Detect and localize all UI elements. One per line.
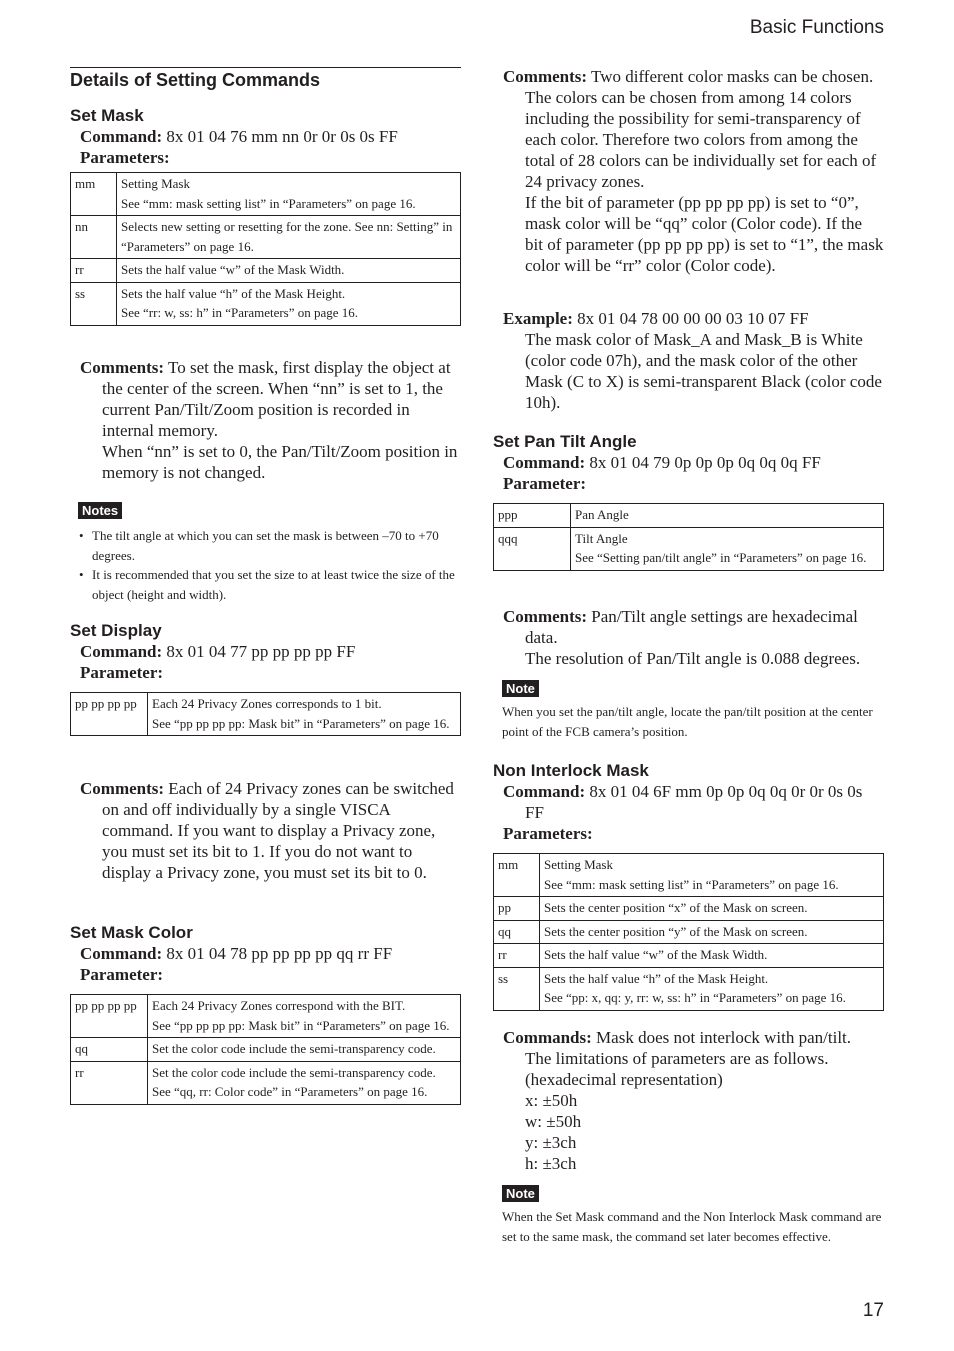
param-key: rr [71,1061,148,1104]
set-pan-tilt-param-table [493,503,884,571]
set-pan-tilt-heading: Set Pan Tilt Angle [493,432,637,451]
running-header: Basic Functions [749,17,884,38]
param-key: pp pp pp pp [71,693,148,736]
param-row [71,1038,461,1062]
param-desc [571,504,884,528]
param-desc-line: Set the color code include the semi-transparency code. See “qq, rr: Color code” in “Parameters” on page 16. [152,1064,436,1099]
param-row [494,944,884,968]
param-desc-line: Setting Mask [544,857,613,872]
param-key: ss [71,282,117,325]
param-desc-line: Sets the half value “w” of the Mask Width. [121,262,345,277]
param-desc-line: See “pp pp pp pp: Mask bit” in “Parameters” on page 16. [152,1017,450,1033]
param-desc-line: Each 24 Privacy Zones correspond with the BIT. [152,998,406,1013]
limit-line: y: ±3ch [525,1133,577,1152]
param-desc-line: Sets the half value “h” of the Mask Height. [121,285,346,301]
set-display-params-label: Parameter: [80,663,164,682]
param-row [71,216,461,259]
set-mask-notes [78,502,461,604]
param-key: nn [71,216,117,259]
param-desc-line: Selects new setting or resetting for the zone. See nn: Setting” in “Parameters” on page 16. [121,219,453,254]
param-desc [540,897,884,921]
param-key: rr [494,944,540,968]
param-desc-line: Sets the center position “x” of the Mask on screen. [544,900,808,915]
param-row [71,259,461,283]
set-mask-color-param-table [70,994,461,1105]
note-badge: Note [502,1185,539,1202]
param-desc-line: Pan Angle [575,507,629,522]
param-row [71,1061,461,1104]
param-desc [540,967,884,1010]
param-row [494,854,884,897]
param-desc [117,173,461,216]
param-desc [148,1038,461,1062]
param-desc [117,259,461,283]
set-pan-tilt-command: Command: 8x 01 04 79 0p 0p 0p 0q 0q 0q FF [503,453,821,472]
non-interlock-param-table [493,853,884,1011]
set-pan-tilt-section [493,432,884,571]
param-desc [148,995,461,1038]
set-mask-color-section [70,923,461,1105]
param-desc-line: Set the color code include the semi-transparency code. [152,1041,436,1056]
param-desc [571,527,884,570]
param-row [494,920,884,944]
set-mask-color-command: Command: 8x 01 04 78 pp pp pp pp qq rr FF [80,944,393,963]
section-rule [70,67,461,68]
non-interlock-section [493,761,884,1011]
limit-line: h: ±3ch [525,1154,577,1173]
section-title: Details of Setting Commands [70,70,321,90]
param-row [71,995,461,1038]
set-display-param-table [70,692,461,736]
set-mask-params-label: Parameters: [80,148,170,167]
param-row [71,693,461,736]
page-number: 17 [862,1300,884,1321]
param-desc-line: Sets the half value “w” of the Mask Width. [544,947,768,962]
set-mask-color-comments: Comments: Two different color masks can be chosen. The colors can be chosen from among 14 colors including the possibility for semi-transparency of each color. Therefore two colors from among the total of 28 colors can be individually set for each of 24 privacy zones. If the bit of parameter (pp pp pp pp) is set to “0”, mask color will be “qq” color (Color code). If the bit of parameter (pp pp pp pp) is set to “1”, the mask color will be “rr” color (Color code). [503,67,884,275]
non-interlock-params-label: Parameters: [503,824,593,843]
param-desc-line: See “pp pp pp pp: Mask bit” in “Parameters” on page 16. [152,715,450,731]
notes-list [70,526,461,604]
set-mask-color-heading: Set Mask Color [70,923,193,942]
non-interlock-note [502,1185,884,1246]
param-desc [117,216,461,259]
param-row [494,527,884,570]
set-display-comments: Comments: Each of 24 Privacy zones can be switched on and off individually by a single VISCA command. If you want to display a Privacy zone, you must set its bit to 1. If you do not want to display a Privacy zone, you must set its bit to 0. [80,779,454,882]
param-key: pp pp pp pp [71,995,148,1038]
param-desc-line: Sets the half value “h” of the Mask Height. [544,970,769,986]
param-desc-line: Setting Mask [121,176,190,191]
param-key: mm [71,173,117,216]
param-key: ss [494,967,540,1010]
param-key: qq [71,1038,148,1062]
set-display-heading: Set Display [70,621,162,640]
note-item: • The tilt angle at which you can set the mask is between –70 to +70 degrees. [70,526,461,565]
set-pan-tilt-comments: Comments: Pan/Tilt angle settings are hexadecimal data. The resolution of Pan/Tilt angle is 0.088 degrees. [503,607,861,668]
param-row [494,504,884,528]
limit-line: x: ±50h [525,1091,578,1110]
set-mask-color-example: Example: 8x 01 04 78 00 00 00 03 10 07 FF The mask color of Mask_A and Mask_B is White (color code 07h), and the mask color of the other Mask (C to X) is semi-transparent Black (color code 10h). [503,309,882,412]
note-badge: Note [502,680,539,697]
set-mask-command: Command: 8x 01 04 76 mm nn 0r 0r 0s 0s FF [80,127,398,146]
param-desc [540,944,884,968]
param-row [494,967,884,1010]
param-desc [148,1061,461,1104]
set-mask-comments: Comments: To set the mask, first display the object at the center of the screen. When “nn” is set to 1, the current Pan/Tilt/Zoom position is recorded in internal memory. When “nn” is set to 0, the Pan/Tilt/Zoom position in memory is not changed. [80,358,458,482]
set-pan-tilt-params-label: Parameter: [503,474,587,493]
set-mask-section [70,106,461,326]
non-interlock-command: Command: 8x 01 04 6F mm 0p 0p 0q 0q 0r 0r 0s 0s FF [503,782,863,822]
param-key: rr [71,259,117,283]
set-mask-param-table [70,172,461,326]
set-pan-tilt-note [502,680,884,741]
set-mask-heading: Set Mask [70,106,144,125]
param-desc [540,920,884,944]
param-row [494,897,884,921]
notes-badge: Notes [78,502,122,519]
param-desc-line: Tilt Angle [575,530,628,546]
param-desc-line: See “mm: mask setting list” in “Parameters” on page 16. [121,195,416,211]
param-key: ppp [494,504,571,528]
param-desc-line: See “mm: mask setting list” in “Parameters” on page 16. [544,876,839,892]
param-key: qqq [494,527,571,570]
note-text: When the Set Mask command and the Non Interlock Mask command are set to the same mask, the command set later becomes effective. [502,1209,882,1244]
param-row [71,282,461,325]
param-key: mm [494,854,540,897]
param-desc [540,854,884,897]
limit-line: w: ±50h [525,1112,582,1131]
param-desc-line: Each 24 Privacy Zones corresponds to 1 bit. [152,696,382,711]
param-row [71,173,461,216]
param-desc-line: See “pp: x, qq: y, rr: w, ss: h” in “Parameters” on page 16. [544,990,846,1005]
non-interlock-comments: Commands: Mask does not interlock with pan/tilt. The limitations of parameters are as follows. (hexadecimal representation) x: ±50h w: ±50h y: ±3ch h: ±3ch [493,1027,884,1174]
section-title-block [70,70,461,91]
note-text: When you set the pan/tilt angle, locate the pan/tilt position at the center point of the FCB camera’s position. [502,704,873,739]
set-display-section [70,621,461,736]
non-interlock-heading: Non Interlock Mask [493,761,649,780]
param-desc-line: See “Setting pan/tilt angle” in “Parameters” on page 16. [575,550,867,565]
set-display-command: Command: 8x 01 04 77 pp pp pp pp FF [80,642,356,661]
note-item: • It is recommended that you set the size to at least twice the size of the object (height and width). [70,565,461,604]
param-desc-line: See “rr: w, ss: h” in “Parameters” on page 16. [121,305,359,320]
set-mask-color-params-label: Parameter: [80,965,164,984]
param-desc-line: Sets the center position “y” of the Mask on screen. [544,923,808,939]
param-desc [117,282,461,325]
param-key: pp [494,897,540,921]
param-key: qq [494,920,540,944]
param-desc [148,693,461,736]
